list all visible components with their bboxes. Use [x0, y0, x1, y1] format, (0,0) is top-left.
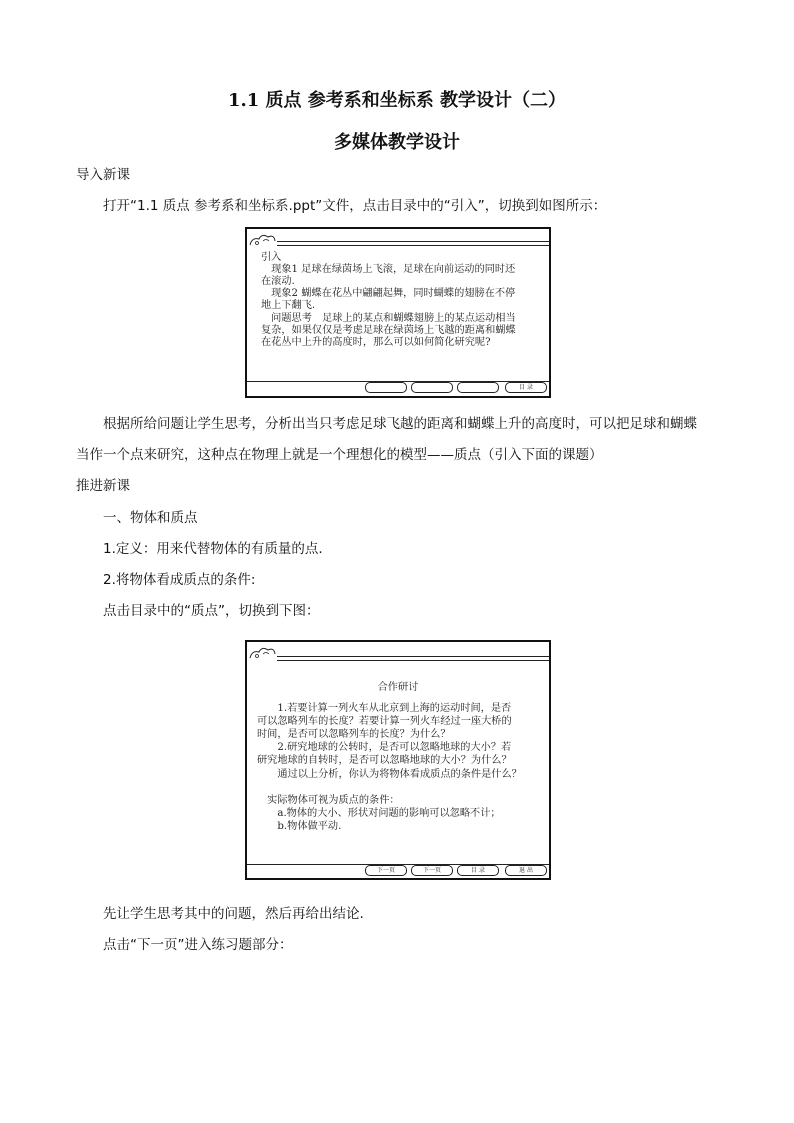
slide-text-line: 通过以上分析，你认为将物体看成质点的条件是什么？ [257, 769, 522, 780]
slide-text-line: 现象2 蝴蝶在花丛中翩翩起舞，同时蝴蝶的翅膀在不停 [261, 288, 516, 299]
slide-nav-next-button[interactable]: 下一页 [365, 865, 407, 876]
paragraph-think-first: 先让学生思考其中的问题，然后再给出结论. [103, 906, 364, 922]
slide-nav-catalog-button[interactable]: 目 录 [457, 865, 499, 876]
slide-nav-next-button[interactable]: 下一页 [411, 865, 453, 876]
paragraph-next-page: 点击“下一页”进入练习题部分： [103, 937, 293, 953]
slide-text-line: b.物体做平动. [257, 821, 342, 832]
slide-text-line: a.物体的大小、形状对问题的影响可以忽略不计； [257, 808, 501, 819]
document-title: 1.1 质点 参考系和坐标系 教学设计（二） [227, 90, 567, 111]
slide-nav-exit-button[interactable]: 退 出 [505, 865, 547, 876]
slide-text-line: 研究地球的自转时，是否可以忽略地球的大小？为什么？ [257, 755, 512, 766]
section-heading-new-lesson: 推进新课 [76, 478, 130, 494]
slide-screenshot-discussion [245, 640, 551, 880]
slide-text-line: 在滚动. [261, 276, 295, 287]
slide-nav-button[interactable] [411, 382, 453, 393]
slide-text-line: 实际物体可视为质点的条件： [257, 795, 400, 806]
slide-text-line: 引入 [261, 252, 282, 263]
slide-text-line: 地上下翻飞. [261, 300, 316, 311]
heading-object-and-particle: 一、物体和质点 [103, 510, 198, 526]
paragraph-click-particle: 点击目录中的“质点”，切换到下图： [103, 603, 320, 619]
slide-text-line: 问题思考 足球上的某点和蝴蝶翅膀上的某点运动相当 [261, 313, 516, 324]
slide-text-line: 现象1 足球在绿茵场上飞滚，足球在向前运动的同时还 [261, 264, 516, 275]
slide-screenshot-intro [245, 227, 551, 398]
slide-text-line: 复杂，如果仅仅是考虑足球在绿茵场上飞越的距离和蝴蝶 [261, 325, 516, 336]
cloud-decoration-icon [247, 642, 287, 666]
paragraph-analysis-line2: 当作一个点来研究，这种点在物理上就是一个理想化的模型——质点（引入下面的课题） [76, 447, 603, 463]
slide-nav-catalog-button[interactable]: 目 录 [505, 382, 547, 393]
slide-heading: 合作研讨 [377, 682, 419, 693]
slide-nav-button[interactable] [365, 382, 407, 393]
slide-nav-button[interactable] [457, 382, 499, 393]
slide-text-line: 2.研究地球的公转时，是否可以忽略地球的大小？若 [257, 742, 512, 753]
slide-text-line: 可以忽略列车的长度？若要计算一列火车经过一座大桥的 [257, 716, 512, 727]
paragraph-open-file: 打开“1.1 质点 参考系和坐标系.ppt”文件，点击目录中的“引入”，切换到如图所示： [103, 198, 607, 214]
slide-text-line: 时间，是否可以忽略列车的长度？为什么？ [257, 729, 451, 740]
section-heading-intro: 导入新课 [76, 167, 130, 183]
slide-text-line: 1.若要计算一列火车从北京到上海的运动时间，是否 [257, 703, 512, 714]
document-subtitle: 多媒体教学设计 [334, 132, 460, 153]
slide-text-line: 在花丛中上升的高度时，那么可以如何简化研究呢? [261, 337, 491, 348]
paragraph-analysis-line1: 根据所给问题让学生思考，分析出当只考虑足球飞越的距离和蝴蝶上升的高度时，可以把足球和蝴蝶 [103, 416, 697, 432]
condition-text: 2.将物体看成质点的条件: [103, 572, 256, 588]
definition-text: 1.定义：用来代替物体的有质量的点. [103, 541, 323, 557]
